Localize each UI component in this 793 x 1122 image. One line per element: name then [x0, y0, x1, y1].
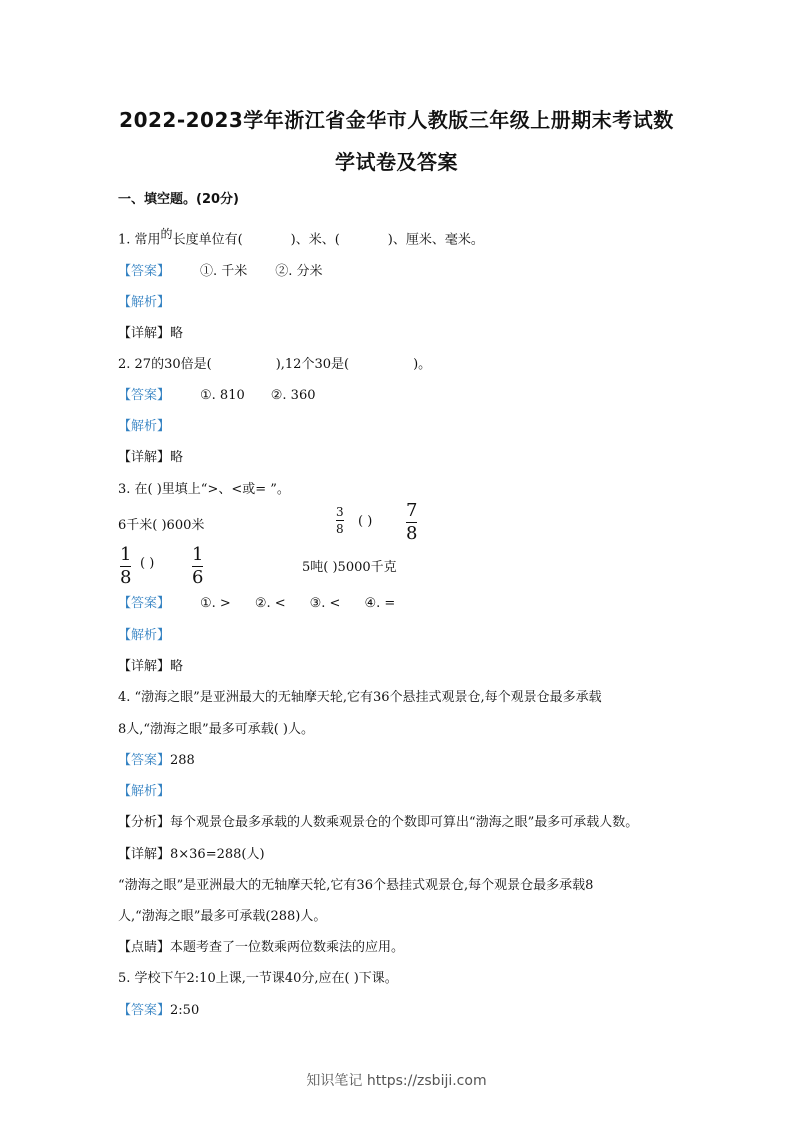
answer-2: 【答案】 ①. 810 ②. 360: [118, 388, 316, 403]
fraction-1-8: 1 8: [120, 544, 132, 588]
analysis-tag-2: 【解析】: [118, 419, 171, 434]
answer-5: 【答案】2:50: [118, 1003, 200, 1018]
question-4-line1: 4. “渤海之眼”是亚洲最大的无轴摩天轮,它有36个悬挂式观景仓,每个观景仓最多承载: [118, 690, 602, 705]
q3-item-2-paren: ( ): [358, 514, 373, 529]
answer-1: 【答案】 ①. 千米 ②. 分米: [118, 264, 323, 279]
q3-item-3-paren: ( ): [140, 556, 155, 571]
question-4-line2: 8人,“渤海之眼”最多可承载( )人。: [118, 722, 314, 737]
analysis-tag-1: 【解析】: [118, 295, 171, 310]
answer-tag: 【答案】: [118, 388, 171, 403]
point-4: 【点睛】本题考查了一位数乘两位数乘法的应用。: [118, 940, 405, 955]
fraction-7-8: 7 8: [406, 500, 418, 544]
q3-item-1: 6千米( )600米: [118, 518, 205, 533]
section-heading: 一、填空题。(20分): [118, 192, 239, 207]
fraction-3-8: 3 8: [336, 505, 344, 536]
detail-1: 【详解】略: [118, 326, 184, 341]
answer-4: 【答案】288: [118, 753, 195, 768]
footer-watermark: 知识笔记 https://zsbiji.com: [306, 1073, 487, 1089]
fraction-1-6: 1 6: [192, 544, 204, 588]
analysis-tag-4: 【解析】: [118, 784, 171, 799]
q3-item-4: 5吨( )5000千克: [302, 560, 397, 575]
explain-4-line1: “渤海之眼”是亚洲最大的无轴摩天轮,它有36个悬挂式观景仓,每个观景仓最多承载8: [118, 878, 594, 893]
analysis-tag-3: 【解析】: [118, 628, 171, 643]
question-1: 1. 常用$^的$长度单位有( )、米、( )、厘米、毫米。: [118, 227, 484, 248]
detail-3: 【详解】略: [118, 659, 184, 674]
question-3: 3. 在( )里填上“>、<或= ”。: [118, 482, 290, 497]
doc-title-line2: 学试卷及答案: [335, 150, 458, 174]
question-5: 5. 学校下午2:10上课,一节课40分,应在( )下课。: [118, 971, 398, 986]
detail-4: 【详解】8×36=288(人): [118, 847, 265, 862]
answer-tag: 【答案】: [118, 596, 171, 611]
detail-2: 【详解】略: [118, 450, 184, 465]
explain-4-line2: 人,“渤海之眼”最多可承载(288)人。: [118, 909, 327, 924]
analysis-4: 【分析】每个观景仓最多承载的人数乘观景仓的个数即可算出“渤海之眼”最多可承载人数。: [118, 815, 639, 830]
doc-title-line1: 2022-2023学年浙江省金华市人教版三年级上册期末考试数: [119, 108, 674, 132]
answer-tag: 【答案】: [118, 1003, 171, 1018]
answer-tag: 【答案】: [118, 753, 171, 768]
question-2: 2. 27的30倍是( ),12个30是( )。: [118, 357, 432, 372]
answer-tag: 【答案】: [118, 264, 171, 279]
answer-3: 【答案】 ①. > ②. < ③. < ④. =: [118, 596, 396, 611]
